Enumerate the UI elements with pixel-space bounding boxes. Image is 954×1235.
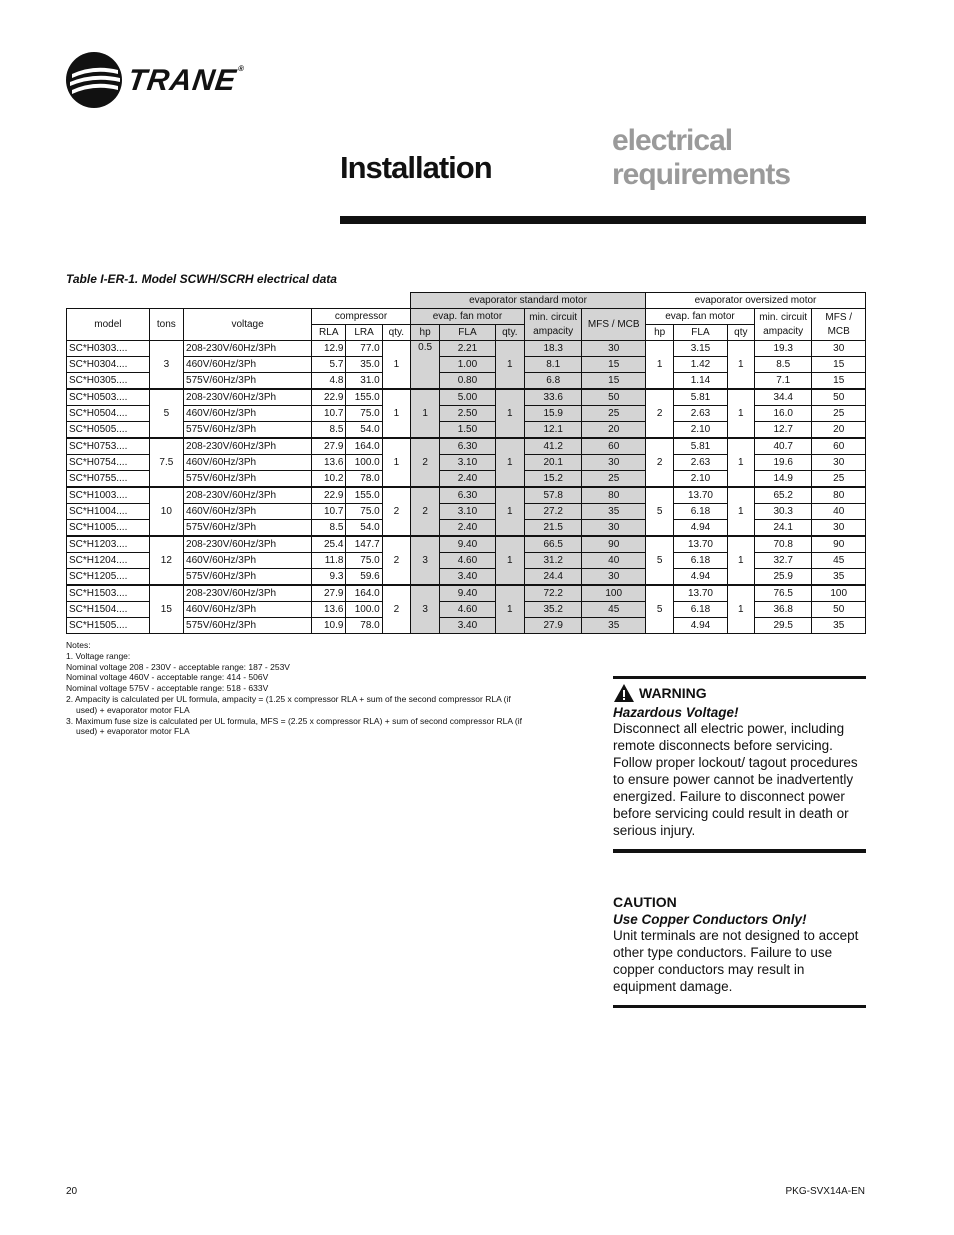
cell-evap-fla: 3.40 bbox=[440, 569, 495, 586]
col-evap-fan: evap. fan motor bbox=[410, 309, 524, 325]
cell-os-mfs: 50 bbox=[812, 389, 866, 406]
cell-mfs: 30 bbox=[582, 520, 646, 537]
cell-voltage: 575V/60Hz/3Ph bbox=[184, 569, 312, 586]
cell-voltage: 575V/60Hz/3Ph bbox=[184, 422, 312, 439]
cell-os-min-circuit: 30.3 bbox=[754, 504, 812, 520]
warning-box bbox=[613, 676, 866, 853]
cell-mfs: 25 bbox=[582, 406, 646, 422]
cell-os-min-circuit: 12.7 bbox=[754, 422, 812, 439]
cell-mfs: 90 bbox=[582, 536, 646, 553]
cell-evap-fla: 3.10 bbox=[440, 455, 495, 471]
cell-os-mfs: 90 bbox=[812, 536, 866, 553]
col-cqty: qty. bbox=[382, 325, 410, 341]
cell-model: SC*H1004.... bbox=[67, 504, 150, 520]
cell-min-circuit: 57.8 bbox=[524, 487, 582, 504]
cell-rla: 10.7 bbox=[312, 504, 346, 520]
cell-os-min-circuit: 14.9 bbox=[754, 471, 812, 488]
cell-tons: 3 bbox=[149, 341, 183, 390]
cell-rla: 12.9 bbox=[312, 341, 346, 357]
cell-os-min-circuit: 25.9 bbox=[754, 569, 812, 586]
header-rule bbox=[340, 216, 866, 224]
note-1a: Nominal voltage 208 - 230V - acceptable range: 187 - 253V bbox=[66, 661, 290, 672]
cell-mfs: 35 bbox=[582, 504, 646, 520]
note-1: 1. Voltage range: bbox=[66, 650, 131, 661]
cell-mfs: 80 bbox=[582, 487, 646, 504]
cell-os-mfs: 35 bbox=[812, 618, 866, 634]
cell-lra: 100.0 bbox=[346, 455, 382, 471]
cell-os-mfs: 25 bbox=[812, 406, 866, 422]
cell-evap-hp: 3 bbox=[410, 536, 439, 585]
cell-rla: 27.9 bbox=[312, 438, 346, 455]
cell-model: SC*H1005.... bbox=[67, 520, 150, 537]
table-row bbox=[67, 341, 866, 357]
cell-min-circuit: 27.9 bbox=[524, 618, 582, 634]
page-title: Installation bbox=[340, 150, 492, 185]
caution-bottom-rule bbox=[613, 1005, 866, 1008]
table-row bbox=[67, 585, 866, 602]
warning-heading bbox=[613, 683, 866, 703]
cell-compressor-qty: 1 bbox=[382, 341, 410, 390]
col-compressor: compressor bbox=[312, 309, 411, 325]
group-standard-header: evaporator standard motor bbox=[410, 293, 645, 309]
cell-lra: 54.0 bbox=[346, 422, 382, 439]
cell-os-fla: 4.94 bbox=[674, 520, 727, 537]
cell-os-min-circuit: 32.7 bbox=[754, 553, 812, 569]
cell-mfs: 20 bbox=[582, 422, 646, 439]
page-subtitle bbox=[612, 124, 790, 192]
cell-rla: 11.8 bbox=[312, 553, 346, 569]
cell-model: SC*H1505.... bbox=[67, 618, 150, 634]
cell-evap-fla: 2.50 bbox=[440, 406, 495, 422]
cell-os-fla: 6.18 bbox=[674, 504, 727, 520]
cell-model: SC*H0503.... bbox=[67, 389, 150, 406]
cell-voltage: 208-230V/60Hz/3Ph bbox=[184, 389, 312, 406]
note-1b: Nominal voltage 460V - acceptable range: 414 - 506V bbox=[66, 672, 269, 683]
notes-heading: Notes: bbox=[66, 640, 91, 650]
cell-evap-fla: 4.60 bbox=[440, 602, 495, 618]
cell-min-circuit: 33.6 bbox=[524, 389, 582, 406]
cell-model: SC*H1504.... bbox=[67, 602, 150, 618]
cell-rla: 13.6 bbox=[312, 602, 346, 618]
cell-model: SC*H0504.... bbox=[67, 406, 150, 422]
note-2: 2. Ampacity is calculated per UL formula, ampacity = (1.25 x compressor RLA + sum of the second compressor RLA (if bbox=[66, 693, 511, 704]
cell-os-fla: 4.94 bbox=[674, 618, 727, 634]
cell-os-fla: 3.15 bbox=[674, 341, 727, 357]
cell-lra: 75.0 bbox=[346, 406, 382, 422]
cell-voltage: 460V/60Hz/3Ph bbox=[184, 406, 312, 422]
warning-subtitle: Hazardous Voltage! bbox=[613, 705, 739, 720]
cell-lra: 54.0 bbox=[346, 520, 382, 537]
cell-os-fla: 6.18 bbox=[674, 553, 727, 569]
cell-model: SC*H1203.... bbox=[67, 536, 150, 553]
cell-lra: 78.0 bbox=[346, 471, 382, 488]
cell-compressor-qty: 1 bbox=[382, 389, 410, 438]
cell-lra: 75.0 bbox=[346, 553, 382, 569]
cell-model: SC*H0754.... bbox=[67, 455, 150, 471]
cell-os-min-circuit: 19.6 bbox=[754, 455, 812, 471]
cell-evap-fla: 0.80 bbox=[440, 373, 495, 390]
cell-evap-qty: 1 bbox=[495, 341, 524, 390]
col-os-hp: hp bbox=[646, 325, 674, 341]
table-row bbox=[67, 438, 866, 455]
cell-rla: 10.7 bbox=[312, 406, 346, 422]
cell-os-mfs: 100 bbox=[812, 585, 866, 602]
cell-rla: 10.9 bbox=[312, 618, 346, 634]
cell-tons: 10 bbox=[149, 487, 183, 536]
cell-voltage: 575V/60Hz/3Ph bbox=[184, 520, 312, 537]
cell-rla: 5.7 bbox=[312, 357, 346, 373]
cell-min-circuit: 12.1 bbox=[524, 422, 582, 439]
cell-os-hp: 5 bbox=[646, 585, 674, 634]
table-caption: Table I-ER-1. Model SCWH/SCRH electrical data bbox=[66, 272, 337, 286]
cell-mfs: 50 bbox=[582, 389, 646, 406]
cell-os-min-circuit: 34.4 bbox=[754, 389, 812, 406]
cell-min-circuit: 31.2 bbox=[524, 553, 582, 569]
cell-rla: 8.5 bbox=[312, 422, 346, 439]
cell-evap-hp: 1 bbox=[410, 389, 439, 438]
cell-min-circuit: 15.9 bbox=[524, 406, 582, 422]
cell-os-hp: 1 bbox=[646, 341, 674, 390]
cell-os-mfs: 35 bbox=[812, 569, 866, 586]
cell-tons: 5 bbox=[149, 389, 183, 438]
cell-os-mfs: 30 bbox=[812, 520, 866, 537]
cell-os-fla: 4.94 bbox=[674, 569, 727, 586]
col-model: model bbox=[67, 309, 150, 341]
cell-evap-fla: 9.40 bbox=[440, 585, 495, 602]
cell-os-min-circuit: 19.3 bbox=[754, 341, 812, 357]
cell-mfs: 15 bbox=[582, 357, 646, 373]
cell-min-circuit: 18.3 bbox=[524, 341, 582, 357]
cell-mfs: 15 bbox=[582, 373, 646, 390]
cell-evap-hp: 2 bbox=[410, 438, 439, 487]
cell-lra: 31.0 bbox=[346, 373, 382, 390]
cell-evap-qty: 1 bbox=[495, 487, 524, 536]
cell-evap-fla: 3.10 bbox=[440, 504, 495, 520]
cell-os-mfs: 15 bbox=[812, 357, 866, 373]
cell-mfs: 60 bbox=[582, 438, 646, 455]
cell-lra: 100.0 bbox=[346, 602, 382, 618]
cell-tons: 7.5 bbox=[149, 438, 183, 487]
cell-voltage: 460V/60Hz/3Ph bbox=[184, 602, 312, 618]
cell-compressor-qty: 2 bbox=[382, 536, 410, 585]
cell-voltage: 208-230V/60Hz/3Ph bbox=[184, 438, 312, 455]
cell-evap-fla: 5.00 bbox=[440, 389, 495, 406]
cell-lra: 77.0 bbox=[346, 341, 382, 357]
cell-os-qty: 1 bbox=[727, 585, 754, 634]
cell-os-hp: 5 bbox=[646, 487, 674, 536]
cell-os-hp: 2 bbox=[646, 438, 674, 487]
cell-compressor-qty: 2 bbox=[382, 487, 410, 536]
cell-evap-fla: 4.60 bbox=[440, 553, 495, 569]
cell-min-circuit: 20.1 bbox=[524, 455, 582, 471]
cell-rla: 22.9 bbox=[312, 487, 346, 504]
cell-os-mfs: 80 bbox=[812, 487, 866, 504]
cell-min-circuit: 8.1 bbox=[524, 357, 582, 373]
cell-rla: 9.3 bbox=[312, 569, 346, 586]
cell-voltage: 208-230V/60Hz/3Ph bbox=[184, 585, 312, 602]
cell-os-min-circuit: 76.5 bbox=[754, 585, 812, 602]
cell-mfs: 30 bbox=[582, 569, 646, 586]
document-code: PKG-SVX14A-EN bbox=[785, 1186, 865, 1197]
cell-os-min-circuit: 16.0 bbox=[754, 406, 812, 422]
cell-os-fla: 5.81 bbox=[674, 438, 727, 455]
cell-os-hp: 5 bbox=[646, 536, 674, 585]
cell-evap-qty: 1 bbox=[495, 585, 524, 634]
cell-mfs: 40 bbox=[582, 553, 646, 569]
cell-evap-fla: 2.21 bbox=[440, 341, 495, 357]
cell-voltage: 575V/60Hz/3Ph bbox=[184, 373, 312, 390]
cell-os-min-circuit: 70.8 bbox=[754, 536, 812, 553]
cell-compressor-qty: 2 bbox=[382, 585, 410, 634]
cell-lra: 78.0 bbox=[346, 618, 382, 634]
cell-evap-fla: 9.40 bbox=[440, 536, 495, 553]
cell-os-mfs: 60 bbox=[812, 438, 866, 455]
col-tons: tons bbox=[149, 309, 183, 341]
cell-lra: 147.7 bbox=[346, 536, 382, 553]
group-oversized-header: evaporator oversized motor bbox=[646, 293, 866, 309]
cell-os-qty: 1 bbox=[727, 389, 754, 438]
cell-mfs: 100 bbox=[582, 585, 646, 602]
warning-triangle-icon bbox=[613, 683, 635, 703]
cell-os-qty: 1 bbox=[727, 438, 754, 487]
cell-os-qty: 1 bbox=[727, 341, 754, 390]
cell-evap-fla: 6.30 bbox=[440, 438, 495, 455]
cell-min-circuit: 66.5 bbox=[524, 536, 582, 553]
col-voltage: voltage bbox=[184, 309, 312, 341]
warning-body: Disconnect all electric power, including remote disconnects before servicing. Follow proper lockout/ tagout procedures to ensure power cannot be inadvertently energized. Failure to disconnect power before servicing could result in death or serious injury. bbox=[613, 721, 858, 838]
cell-lra: 155.0 bbox=[346, 389, 382, 406]
cell-os-qty: 1 bbox=[727, 487, 754, 536]
cell-os-min-circuit: 36.8 bbox=[754, 602, 812, 618]
table-row bbox=[67, 536, 866, 553]
cell-os-mfs: 15 bbox=[812, 373, 866, 390]
page-number: 20 bbox=[66, 1186, 78, 1197]
cell-min-circuit: 72.2 bbox=[524, 585, 582, 602]
note-2-cont: used) + evaporator motor FLA bbox=[76, 704, 190, 715]
cell-os-min-circuit: 7.1 bbox=[754, 373, 812, 390]
cell-model: SC*H0304.... bbox=[67, 357, 150, 373]
cell-os-fla: 1.14 bbox=[674, 373, 727, 390]
cell-evap-fla: 3.40 bbox=[440, 618, 495, 634]
trane-logo-icon bbox=[66, 52, 122, 108]
cell-evap-hp: 2 bbox=[410, 487, 439, 536]
cell-rla: 25.4 bbox=[312, 536, 346, 553]
cell-model: SC*H0505.... bbox=[67, 422, 150, 439]
electrical-data-table bbox=[66, 292, 866, 634]
cell-min-circuit: 24.4 bbox=[524, 569, 582, 586]
cell-voltage: 460V/60Hz/3Ph bbox=[184, 357, 312, 373]
caution-body: Unit terminals are not designed to accept other type conductors. Failure to use copper conductors may result in equipment damage. bbox=[613, 928, 859, 994]
cell-os-mfs: 40 bbox=[812, 504, 866, 520]
cell-tons: 15 bbox=[149, 585, 183, 634]
cell-os-fla: 2.63 bbox=[674, 455, 727, 471]
cell-os-mfs: 30 bbox=[812, 455, 866, 471]
subtitle-line-2: requirements bbox=[612, 158, 791, 191]
col-rla: RLA bbox=[312, 325, 346, 341]
cell-min-circuit: 41.2 bbox=[524, 438, 582, 455]
cell-evap-fla: 2.40 bbox=[440, 520, 495, 537]
col-os-mfs: MFS / MCB bbox=[812, 309, 866, 341]
caution-label: CAUTION bbox=[613, 894, 677, 910]
cell-evap-hp: 3 bbox=[410, 585, 439, 634]
cell-evap-fla: 2.40 bbox=[440, 471, 495, 488]
cell-lra: 164.0 bbox=[346, 585, 382, 602]
cell-model: SC*H0305.... bbox=[67, 373, 150, 390]
cell-model: SC*H1204.... bbox=[67, 553, 150, 569]
cell-lra: 59.6 bbox=[346, 569, 382, 586]
note-1c: Nominal voltage 575V - acceptable range: 518 - 633V bbox=[66, 683, 269, 694]
cell-os-mfs: 45 bbox=[812, 553, 866, 569]
cell-lra: 75.0 bbox=[346, 504, 382, 520]
cell-os-fla: 13.70 bbox=[674, 536, 727, 553]
cell-mfs: 35 bbox=[582, 618, 646, 634]
cell-os-fla: 5.81 bbox=[674, 389, 727, 406]
cell-os-mfs: 30 bbox=[812, 341, 866, 357]
cell-evap-fla: 6.30 bbox=[440, 487, 495, 504]
cell-min-circuit: 35.2 bbox=[524, 602, 582, 618]
cell-model: SC*H1003.... bbox=[67, 487, 150, 504]
cell-os-fla: 13.70 bbox=[674, 585, 727, 602]
col-hp: hp bbox=[410, 325, 439, 341]
cell-os-min-circuit: 8.5 bbox=[754, 357, 812, 373]
cell-tons: 12 bbox=[149, 536, 183, 585]
cell-os-min-circuit: 40.7 bbox=[754, 438, 812, 455]
brand-wordmark: TRANE® bbox=[125, 64, 246, 97]
col-min-circuit: min. circuit ampacity bbox=[524, 309, 582, 341]
cell-model: SC*H0753.... bbox=[67, 438, 150, 455]
cell-os-fla: 6.18 bbox=[674, 602, 727, 618]
warning-label: WARNING bbox=[639, 685, 707, 701]
cell-model: SC*H1503.... bbox=[67, 585, 150, 602]
cell-min-circuit: 21.5 bbox=[524, 520, 582, 537]
cell-os-min-circuit: 29.5 bbox=[754, 618, 812, 634]
col-lra: LRA bbox=[346, 325, 382, 341]
cell-mfs: 30 bbox=[582, 455, 646, 471]
note-3-cont: used) + evaporator motor FLA bbox=[76, 726, 190, 737]
cell-evap-fla: 1.50 bbox=[440, 422, 495, 439]
cell-os-mfs: 50 bbox=[812, 602, 866, 618]
cell-os-min-circuit: 65.2 bbox=[754, 487, 812, 504]
table-row bbox=[67, 389, 866, 406]
cell-model: SC*H1205.... bbox=[67, 569, 150, 586]
cell-lra: 155.0 bbox=[346, 487, 382, 504]
warning-top-rule bbox=[613, 676, 866, 679]
cell-voltage: 575V/60Hz/3Ph bbox=[184, 471, 312, 488]
col-os-fla: FLA bbox=[674, 325, 727, 341]
cell-min-circuit: 15.2 bbox=[524, 471, 582, 488]
cell-rla: 10.2 bbox=[312, 471, 346, 488]
col-eqty: qty. bbox=[495, 325, 524, 341]
cell-os-mfs: 20 bbox=[812, 422, 866, 439]
cell-os-hp: 2 bbox=[646, 389, 674, 438]
col-os-qty: qty bbox=[727, 325, 754, 341]
col-mfs: MFS / MCB bbox=[582, 309, 646, 341]
cell-rla: 13.6 bbox=[312, 455, 346, 471]
table-row bbox=[67, 487, 866, 504]
warning-bottom-rule bbox=[613, 849, 866, 853]
cell-os-fla: 2.10 bbox=[674, 471, 727, 488]
col-fla: FLA bbox=[440, 325, 495, 341]
table-notes bbox=[66, 640, 586, 737]
cell-os-fla: 2.63 bbox=[674, 406, 727, 422]
cell-os-fla: 1.42 bbox=[674, 357, 727, 373]
cell-voltage: 460V/60Hz/3Ph bbox=[184, 504, 312, 520]
cell-model: SC*H0755.... bbox=[67, 471, 150, 488]
cell-os-fla: 2.10 bbox=[674, 422, 727, 439]
cell-evap-qty: 1 bbox=[495, 536, 524, 585]
cell-min-circuit: 6.8 bbox=[524, 373, 582, 390]
col-os-min-circuit: min. circuit ampacity bbox=[754, 309, 812, 341]
cell-voltage: 208-230V/60Hz/3Ph bbox=[184, 536, 312, 553]
caution-box bbox=[613, 890, 866, 1008]
cell-lra: 164.0 bbox=[346, 438, 382, 455]
cell-rla: 27.9 bbox=[312, 585, 346, 602]
caution-subtitle: Use Copper Conductors Only! bbox=[613, 912, 807, 927]
cell-os-qty: 1 bbox=[727, 536, 754, 585]
cell-os-min-circuit: 24.1 bbox=[754, 520, 812, 537]
cell-mfs: 25 bbox=[582, 471, 646, 488]
col-os-evap-fan: evap. fan motor bbox=[646, 309, 755, 325]
cell-voltage: 208-230V/60Hz/3Ph bbox=[184, 341, 312, 357]
table-body bbox=[67, 293, 866, 634]
cell-voltage: 460V/60Hz/3Ph bbox=[184, 553, 312, 569]
cell-mfs: 45 bbox=[582, 602, 646, 618]
cell-rla: 8.5 bbox=[312, 520, 346, 537]
cell-evap-fla: 1.00 bbox=[440, 357, 495, 373]
cell-voltage: 208-230V/60Hz/3Ph bbox=[184, 487, 312, 504]
cell-evap-qty: 1 bbox=[495, 438, 524, 487]
cell-mfs: 30 bbox=[582, 341, 646, 357]
cell-os-fla: 13.70 bbox=[674, 487, 727, 504]
cell-evap-qty: 1 bbox=[495, 389, 524, 438]
note-3: 3. Maximum fuse size is calculated per UL formula, MFS = (2.25 x compressor RLA) + sum of second compressor RLA (if bbox=[66, 715, 523, 726]
cell-voltage: 575V/60Hz/3Ph bbox=[184, 618, 312, 634]
cell-voltage: 460V/60Hz/3Ph bbox=[184, 455, 312, 471]
cell-lra: 35.0 bbox=[346, 357, 382, 373]
cell-compressor-qty: 1 bbox=[382, 438, 410, 487]
cell-model: SC*H0303.... bbox=[67, 341, 150, 357]
cell-rla: 4.8 bbox=[312, 373, 346, 390]
cell-min-circuit: 27.2 bbox=[524, 504, 582, 520]
cell-os-mfs: 25 bbox=[812, 471, 866, 488]
subtitle-line-1: electrical bbox=[612, 124, 733, 157]
cell-evap-hp: 0.5 bbox=[410, 341, 439, 390]
cell-rla: 22.9 bbox=[312, 389, 346, 406]
